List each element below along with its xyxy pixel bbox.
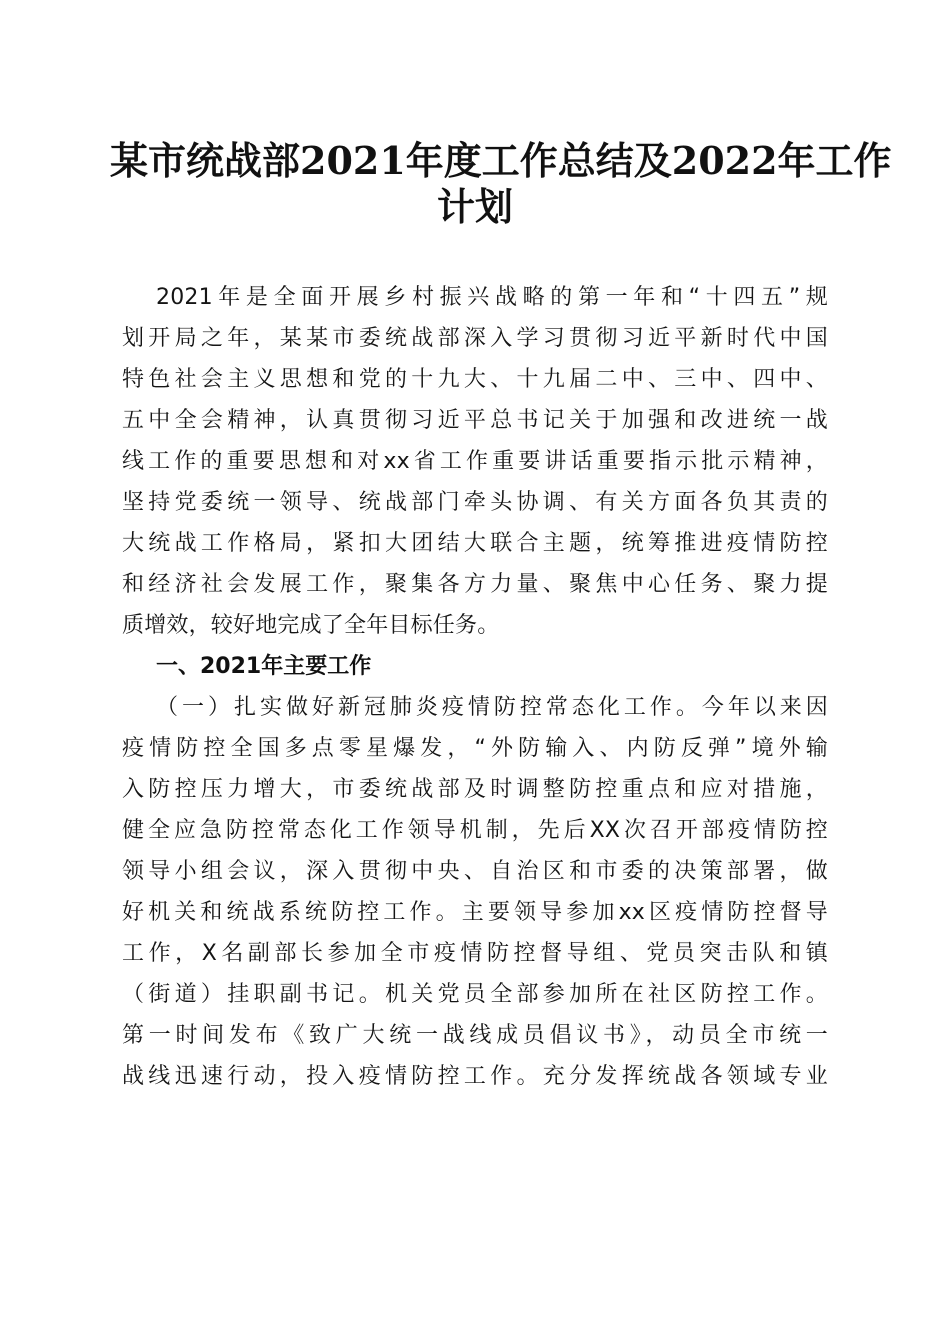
- paragraph-line: 坚持党委统一领导、统战部门牵头协调、有关方面各负其责的: [122, 490, 828, 515]
- paragraph-line: （街道）挂职副书记。机关党员全部参加所在社区防控工作。: [122, 982, 828, 1007]
- paragraph-line: 特色社会主义思想和党的十九大、十九届二中、三中、四中、: [122, 367, 828, 392]
- paragraph-line: 2021年是全面开展乡村振兴战略的第一年和“十四五”规: [156, 285, 828, 310]
- paragraph-line: （一）扎实做好新冠肺炎疫情防控常态化工作。今年以来因: [156, 695, 828, 720]
- document-title-line-1: 某市统战部2021年度工作总结及2022年工作: [110, 138, 892, 183]
- paragraph-line: 好机关和统战系统防控工作。主要领导参加xx区疫情防控督导: [122, 900, 828, 925]
- paragraph-line: 领导小组会议，深入贯彻中央、自治区和市委的决策部署，做: [122, 859, 828, 884]
- paragraph-line: 五中全会精神，认真贯彻习近平总书记关于加强和改进统一战: [122, 408, 828, 433]
- paragraph-line: 工作，X名副部长参加全市疫情防控督导组、党员突击队和镇: [122, 941, 828, 966]
- paragraph-line: 线工作的重要思想和对xx省工作重要讲话重要指示批示精神，: [122, 449, 828, 474]
- paragraph-line: 疫情防控全国多点零星爆发，“外防输入、内防反弹”境外输: [122, 736, 828, 761]
- paragraph-line: 入防控压力增大，市委统战部及时调整防控重点和应对措施，: [122, 777, 828, 802]
- paragraph-line: 和经济社会发展工作，聚集各方力量、聚焦中心任务、聚力提: [122, 572, 828, 597]
- paragraph-line: 战线迅速行动，投入疫情防控工作。充分发挥统战各领域专业: [122, 1064, 828, 1089]
- paragraph-line: 划开局之年，某某市委统战部深入学习贯彻习近平新时代中国: [122, 326, 828, 351]
- paragraph-line: 健全应急防控常态化工作领导机制，先后XX次召开部疫情防控: [122, 818, 828, 843]
- document-title-line-2: 计划: [436, 184, 513, 229]
- paragraph-line: 质增效，较好地完成了全年目标任务。: [122, 613, 500, 638]
- paragraph-line: 大统战工作格局，紧扣大团结大联合主题，统筹推进疫情防控: [122, 531, 828, 556]
- section-heading: 一、2021年主要工作: [156, 654, 372, 679]
- paragraph-line: 第一时间发布《致广大统一战线成员倡议书》，动员全市统一: [122, 1023, 828, 1048]
